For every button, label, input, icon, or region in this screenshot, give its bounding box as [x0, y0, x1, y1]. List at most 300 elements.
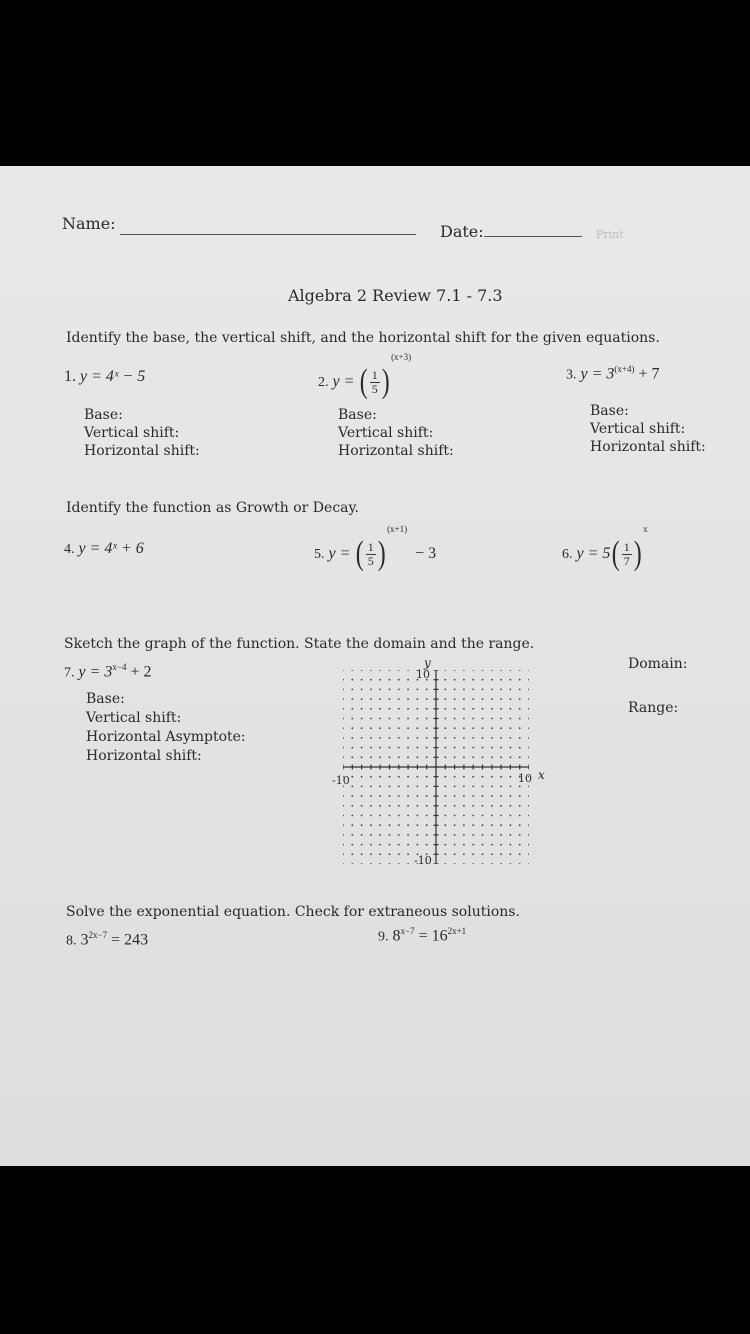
- grid-dot: [500, 756, 502, 758]
- grid-dot: [417, 708, 419, 710]
- grid-dot: [389, 786, 391, 788]
- grid-dot: [528, 737, 529, 739]
- grid-dot: [379, 805, 381, 807]
- grid-dot: [398, 863, 400, 864]
- grid-dot: [519, 698, 521, 700]
- grid-dot: [463, 747, 465, 749]
- grid-dot: [510, 805, 512, 807]
- grid-dot: [482, 727, 484, 729]
- x-right-tick: 10: [518, 772, 532, 785]
- grid-dot: [491, 824, 493, 826]
- grid-dot: [351, 863, 353, 864]
- grid-dot: [351, 776, 353, 778]
- grid-dot: [500, 834, 502, 836]
- grid-dot: [361, 756, 363, 758]
- grid-dot: [361, 689, 363, 691]
- grid-dot: [398, 844, 400, 846]
- x-left-tick: -10: [332, 774, 350, 787]
- grid-dot: [398, 853, 400, 855]
- grid-dot: [343, 805, 344, 807]
- coordinate-grid[interactable]: [343, 670, 529, 864]
- grid-dot: [482, 786, 484, 788]
- grid-dot: [444, 698, 446, 700]
- grid-dot: [444, 718, 446, 720]
- grid-svg: [343, 670, 529, 864]
- grid-dot: [351, 786, 353, 788]
- grid-dot: [444, 815, 446, 817]
- problem-8: 8. $3^{2x-7} = 243$: [66, 930, 149, 949]
- grid-dot: [444, 863, 446, 864]
- grid-dot: [482, 863, 484, 864]
- grid-dot: [454, 756, 456, 758]
- grid-dot: [351, 718, 353, 720]
- grid-dot: [351, 737, 353, 739]
- grid-dot: [510, 708, 512, 710]
- grid-dot: [491, 718, 493, 720]
- grid-dot: [389, 670, 391, 671]
- grid-dot: [361, 737, 363, 739]
- grid-dot: [482, 698, 484, 700]
- grid-dot: [463, 795, 465, 797]
- date-line: [484, 236, 582, 237]
- grid-dot: [463, 670, 465, 671]
- grid-dot: [463, 805, 465, 807]
- grid-dot: [426, 747, 428, 749]
- grid-dot: [454, 815, 456, 817]
- grid-dot: [491, 815, 493, 817]
- problem-5: 5. y = ( $\frac{1}{5}$ )$^{(x+1)}$ − 3: [314, 524, 437, 573]
- grid-dot: [491, 786, 493, 788]
- grid-dot: [361, 815, 363, 817]
- grid-dot: [500, 670, 502, 671]
- problem-3-fields: Base: Vertical shift: Horizontal shift:: [590, 403, 706, 455]
- problem-2-fields: Base: Vertical shift: Horizontal shift:: [338, 407, 454, 459]
- grid-dot: [398, 727, 400, 729]
- grid-dot: [343, 718, 344, 720]
- grid-dot: [510, 824, 512, 826]
- grid-dot: [463, 824, 465, 826]
- grid-dot: [407, 670, 409, 671]
- grid-dot: [361, 853, 363, 855]
- grid-dot: [500, 727, 502, 729]
- grid-dot: [389, 815, 391, 817]
- grid-dot: [463, 853, 465, 855]
- problem-7: 7. $y = 3^{x-4} + 2$: [64, 662, 152, 681]
- grid-dot: [398, 737, 400, 739]
- grid-dot: [389, 747, 391, 749]
- grid-dot: [379, 747, 381, 749]
- grid-dot: [454, 727, 456, 729]
- grid-dot: [343, 863, 344, 864]
- problem-3: 3. $y = 3^{(x+4)} + 7$: [566, 364, 660, 383]
- grid-dot: [463, 679, 465, 681]
- grid-dot: [407, 776, 409, 778]
- grid-dot: [389, 679, 391, 681]
- grid-dot: [351, 679, 353, 681]
- grid-dot: [389, 805, 391, 807]
- grid-dot: [343, 679, 344, 681]
- grid-dot: [519, 853, 521, 855]
- grid-dot: [519, 670, 521, 671]
- grid-dot: [528, 844, 529, 846]
- section3-instruction: Sketch the graph of the function. State the domain and the range.: [64, 636, 535, 652]
- grid-dot: [389, 776, 391, 778]
- grid-dot: [510, 776, 512, 778]
- grid-dot: [500, 805, 502, 807]
- grid-dot: [528, 679, 529, 681]
- grid-dot: [482, 815, 484, 817]
- grid-dot: [407, 853, 409, 855]
- grid-dot: [444, 689, 446, 691]
- grid-dot: [370, 834, 372, 836]
- grid-dot: [343, 756, 344, 758]
- grid-dot: [407, 718, 409, 720]
- grid-dot: [343, 824, 344, 826]
- grid-dot: [407, 756, 409, 758]
- grid-dot: [510, 679, 512, 681]
- grid-dot: [379, 795, 381, 797]
- grid-dot: [361, 698, 363, 700]
- grid-dot: [343, 727, 344, 729]
- grid-dot: [398, 805, 400, 807]
- grid-dot: [500, 824, 502, 826]
- grid-dot: [472, 853, 474, 855]
- grid-dot: [398, 689, 400, 691]
- grid-dot: [491, 863, 493, 864]
- grid-dot: [472, 805, 474, 807]
- grid-dot: [417, 718, 419, 720]
- grid-dot: [491, 708, 493, 710]
- grid-dot: [398, 679, 400, 681]
- grid-dot: [426, 834, 428, 836]
- grid-dot: [528, 670, 529, 671]
- grid-dot: [379, 727, 381, 729]
- grid-dot: [417, 727, 419, 729]
- grid-dot: [510, 737, 512, 739]
- grid-dot: [491, 756, 493, 758]
- grid-dot: [463, 776, 465, 778]
- grid-dot: [472, 670, 474, 671]
- grid-dot: [444, 679, 446, 681]
- grid-dot: [519, 834, 521, 836]
- grid-dot: [379, 834, 381, 836]
- grid-dot: [519, 727, 521, 729]
- grid-dot: [454, 679, 456, 681]
- grid-dot: [379, 698, 381, 700]
- grid-dot: [379, 708, 381, 710]
- grid-dot: [398, 824, 400, 826]
- grid-dot: [444, 795, 446, 797]
- grid-dot: [389, 834, 391, 836]
- grid-dot: [426, 708, 428, 710]
- grid-dot: [444, 670, 446, 671]
- grid-dot: [491, 805, 493, 807]
- grid-dot: [510, 756, 512, 758]
- grid-dot: [519, 863, 521, 864]
- grid-dot: [472, 737, 474, 739]
- grid-dot: [510, 698, 512, 700]
- grid-dot: [444, 844, 446, 846]
- page-title: Algebra 2 Review 7.1 - 7.3: [288, 286, 503, 305]
- grid-dot: [463, 786, 465, 788]
- grid-dot: [389, 844, 391, 846]
- grid-dot: [528, 718, 529, 720]
- grid-dot: [528, 747, 529, 749]
- grid-dot: [510, 834, 512, 836]
- grid-dot: [463, 834, 465, 836]
- grid-dot: [379, 853, 381, 855]
- grid-dot: [528, 727, 529, 729]
- grid-dot: [389, 824, 391, 826]
- grid-dot: [472, 718, 474, 720]
- grid-dot: [528, 805, 529, 807]
- grid-dot: [519, 756, 521, 758]
- grid-dot: [444, 776, 446, 778]
- grid-dot: [510, 815, 512, 817]
- grid-dot: [528, 853, 529, 855]
- grid-dot: [407, 737, 409, 739]
- grid-dot: [472, 776, 474, 778]
- grid-dot: [417, 737, 419, 739]
- grid-dot: [370, 689, 372, 691]
- grid-dot: [407, 786, 409, 788]
- grid-dot: [370, 853, 372, 855]
- grid-dot: [482, 670, 484, 671]
- grid-dot: [491, 853, 493, 855]
- grid-dot: [370, 737, 372, 739]
- grid-dot: [482, 737, 484, 739]
- grid-dot: [407, 689, 409, 691]
- grid-dot: [500, 815, 502, 817]
- grid-dot: [407, 679, 409, 681]
- grid-dot: [351, 853, 353, 855]
- grid-dot: [454, 863, 456, 864]
- grid-dot: [528, 834, 529, 836]
- grid-dot: [444, 824, 446, 826]
- grid-dot: [407, 727, 409, 729]
- grid-dot: [510, 727, 512, 729]
- grid-dot: [444, 756, 446, 758]
- grid-dot: [500, 786, 502, 788]
- grid-dot: [510, 689, 512, 691]
- grid-dot: [370, 679, 372, 681]
- grid-dot: [491, 727, 493, 729]
- grid-dot: [389, 863, 391, 864]
- grid-dot: [407, 805, 409, 807]
- grid-dot: [519, 815, 521, 817]
- grid-dot: [343, 795, 344, 797]
- grid-dot: [343, 698, 344, 700]
- grid-dot: [472, 679, 474, 681]
- grid-dot: [417, 795, 419, 797]
- grid-dot: [491, 834, 493, 836]
- grid-dot: [519, 737, 521, 739]
- grid-dot: [454, 786, 456, 788]
- grid-dot: [472, 708, 474, 710]
- grid-dot: [407, 708, 409, 710]
- grid-dot: [454, 718, 456, 720]
- grid-dot: [417, 776, 419, 778]
- grid-dot: [519, 805, 521, 807]
- print-link[interactable]: Print: [596, 228, 624, 241]
- grid-dot: [463, 718, 465, 720]
- grid-dot: [361, 834, 363, 836]
- grid-dot: [519, 747, 521, 749]
- grid-dot: [500, 853, 502, 855]
- grid-dot: [343, 834, 344, 836]
- grid-dot: [500, 689, 502, 691]
- grid-dot: [389, 727, 391, 729]
- grid-dot: [361, 718, 363, 720]
- grid-dot: [491, 844, 493, 846]
- grid-dot: [510, 844, 512, 846]
- grid-dot: [426, 786, 428, 788]
- grid-dot: [351, 708, 353, 710]
- grid-dot: [472, 698, 474, 700]
- grid-dot: [343, 844, 344, 846]
- grid-dot: [426, 815, 428, 817]
- grid-dot: [343, 737, 344, 739]
- grid-dot: [351, 834, 353, 836]
- grid-dot: [519, 786, 521, 788]
- grid-dot: [370, 727, 372, 729]
- grid-dot: [472, 863, 474, 864]
- grid-dot: [379, 689, 381, 691]
- grid-dot: [407, 815, 409, 817]
- grid-dot: [528, 698, 529, 700]
- grid-dot: [370, 747, 372, 749]
- grid-dot: [351, 805, 353, 807]
- grid-dot: [370, 718, 372, 720]
- grid-dot: [454, 747, 456, 749]
- grid-dot: [407, 747, 409, 749]
- grid-dot: [472, 756, 474, 758]
- grid-dot: [417, 698, 419, 700]
- grid-dot: [482, 747, 484, 749]
- grid-dot: [472, 815, 474, 817]
- grid-dot: [351, 844, 353, 846]
- grid-dot: [379, 718, 381, 720]
- grid-dot: [379, 776, 381, 778]
- grid-dot: [343, 815, 344, 817]
- grid-dot: [398, 756, 400, 758]
- grid-dot: [407, 863, 409, 864]
- grid-dot: [398, 786, 400, 788]
- grid-dot: [351, 747, 353, 749]
- grid-dot: [389, 689, 391, 691]
- grid-dot: [426, 844, 428, 846]
- grid-dot: [426, 776, 428, 778]
- grid-dot: [444, 853, 446, 855]
- grid-dot: [426, 824, 428, 826]
- grid-dot: [379, 679, 381, 681]
- grid-dot: [472, 824, 474, 826]
- grid-dot: [510, 795, 512, 797]
- grid-dot: [491, 747, 493, 749]
- grid-dot: [426, 718, 428, 720]
- grid-dot: [454, 708, 456, 710]
- grid-dot: [482, 844, 484, 846]
- grid-dot: [510, 853, 512, 855]
- grid-dot: [379, 824, 381, 826]
- grid-dot: [426, 727, 428, 729]
- grid-dot: [351, 795, 353, 797]
- grid-dot: [510, 718, 512, 720]
- grid-dot: [519, 824, 521, 826]
- grid-dot: [426, 689, 428, 691]
- grid-dot: [491, 776, 493, 778]
- grid-dot: [500, 698, 502, 700]
- grid-dot: [519, 708, 521, 710]
- problem-1: 1. y = 4ˣ − 5: [64, 368, 146, 385]
- grid-dot: [482, 708, 484, 710]
- grid-dot: [370, 795, 372, 797]
- grid-dot: [398, 776, 400, 778]
- grid-dot: [361, 708, 363, 710]
- grid-dot: [426, 805, 428, 807]
- grid-dot: [361, 795, 363, 797]
- grid-dot: [417, 786, 419, 788]
- grid-dot: [370, 670, 372, 671]
- grid-dot: [454, 834, 456, 836]
- grid-dot: [398, 747, 400, 749]
- grid-dot: [426, 737, 428, 739]
- grid-dot: [417, 844, 419, 846]
- grid-dot: [398, 698, 400, 700]
- grid-dot: [491, 679, 493, 681]
- grid-dot: [370, 698, 372, 700]
- grid-dot: [463, 844, 465, 846]
- grid-dot: [398, 708, 400, 710]
- grid-dot: [500, 795, 502, 797]
- grid-dot: [491, 670, 493, 671]
- grid-dot: [463, 737, 465, 739]
- grid-dot: [500, 718, 502, 720]
- grid-dot: [444, 727, 446, 729]
- grid-dot: [463, 708, 465, 710]
- grid-dot: [370, 708, 372, 710]
- grid-dot: [351, 698, 353, 700]
- grid-dot: [472, 834, 474, 836]
- grid-dot: [463, 689, 465, 691]
- grid-dot: [351, 756, 353, 758]
- grid-dot: [361, 670, 363, 671]
- grid-dot: [370, 776, 372, 778]
- grid-dot: [343, 853, 344, 855]
- grid-dot: [398, 718, 400, 720]
- grid-dot: [482, 824, 484, 826]
- grid-dot: [454, 853, 456, 855]
- grid-dot: [379, 815, 381, 817]
- grid-dot: [426, 795, 428, 797]
- grid-dot: [500, 776, 502, 778]
- grid-dot: [482, 834, 484, 836]
- x-axis-label: x: [538, 768, 545, 782]
- grid-dot: [454, 824, 456, 826]
- grid-dot: [482, 795, 484, 797]
- grid-dot: [500, 679, 502, 681]
- grid-dot: [454, 737, 456, 739]
- grid-dot: [510, 786, 512, 788]
- grid-dot: [370, 815, 372, 817]
- grid-dot: [389, 718, 391, 720]
- grid-dot: [351, 824, 353, 826]
- grid-dot: [519, 679, 521, 681]
- grid-dot: [500, 708, 502, 710]
- grid-dot: [500, 844, 502, 846]
- problem-2: 2. y = ( $\frac{1}{5}$ )$^{(x+3)}$: [318, 352, 412, 401]
- grid-dot: [500, 747, 502, 749]
